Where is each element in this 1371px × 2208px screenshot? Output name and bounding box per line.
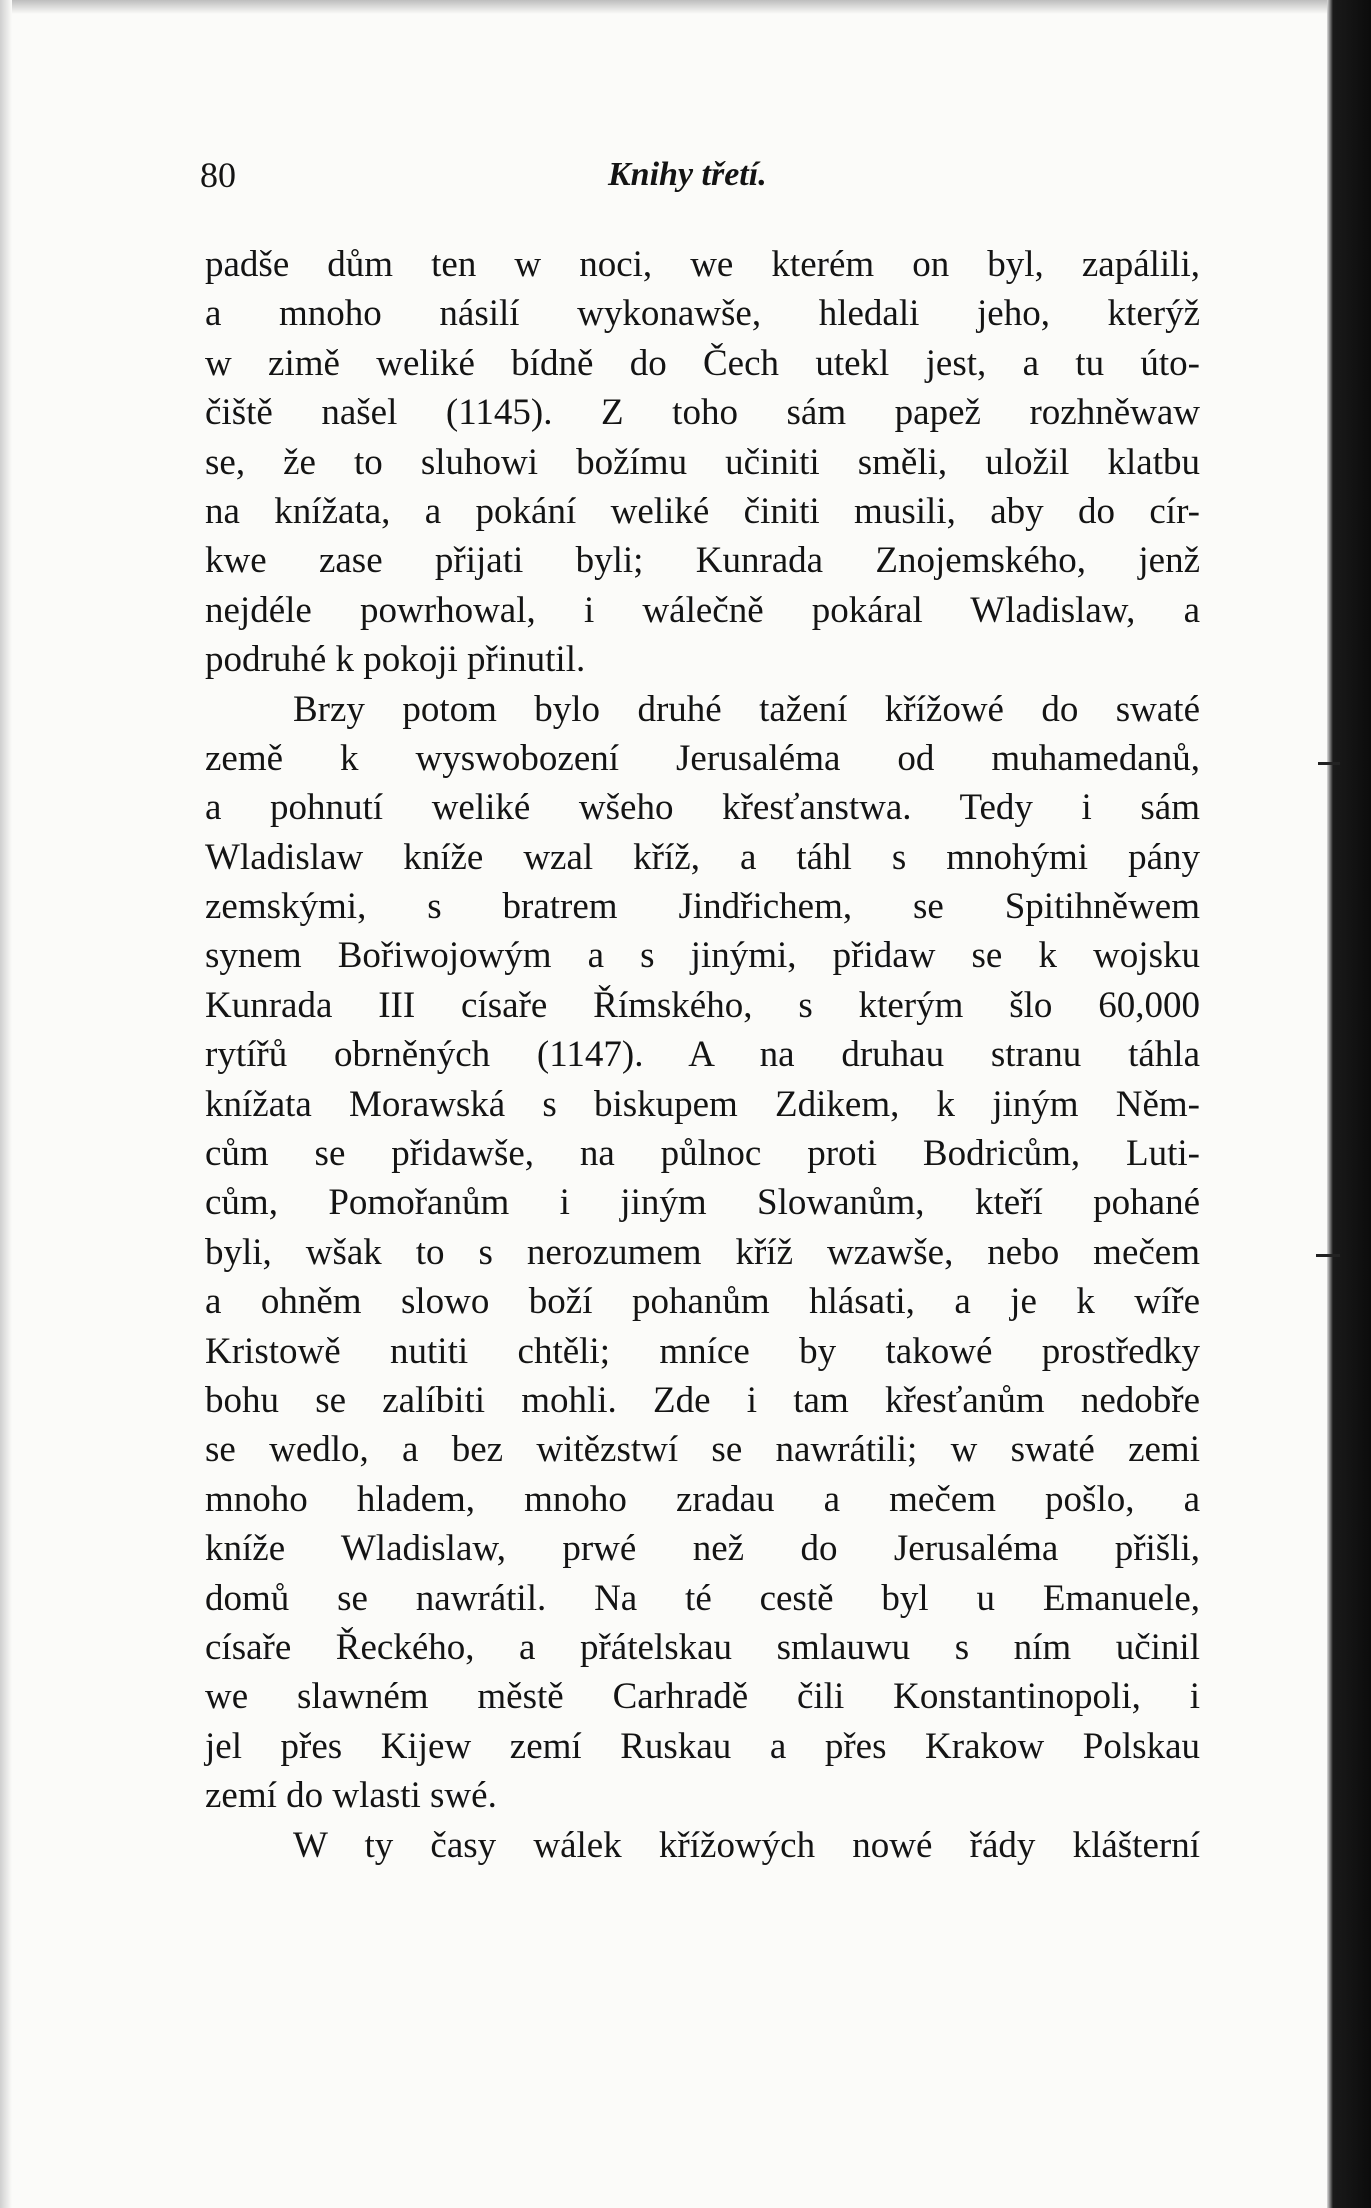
text-line: rytířů obrněných (1147). A na druhau stranu táhla — [205, 1034, 1200, 1076]
text-line: císaře Řeckého, a přátelskau smlauwu s ním učinil — [205, 1626, 1200, 1668]
text-line: cům se přidawše, na půlnoc proti Bodricům, Luti- — [205, 1133, 1200, 1175]
text-line: se, že to sluhowi božímu učiniti směli, uložil klatbu — [205, 441, 1200, 483]
running-title: Knihy třetí. — [608, 156, 767, 193]
text-line: na knížata, a pokání weliké činiti musili, aby do cír- — [205, 490, 1200, 532]
scan-edge-left — [0, 0, 12, 2208]
running-head — [200, 150, 1200, 200]
text-line: Wladislaw kníže wzal kříž, a táhl s mnohými pány — [205, 836, 1200, 878]
text-line: W ty časy wálek křížowých nowé řády klášterní — [293, 1824, 1200, 1866]
text-line: cům, Pomořanům i jiným Slowanům, kteří pohané — [205, 1182, 1200, 1224]
text-line: zemí do wlasti swé. — [205, 1775, 497, 1817]
text-line: jel přes Kijew zemí Ruskau a přes Krakow Polskau — [205, 1725, 1200, 1767]
text-line: čiště našel (1145). Z toho sám papež rozhněwaw — [205, 392, 1200, 434]
text-line: podruhé k pokoji přinutil. — [205, 639, 586, 681]
text-line: země k wyswobození Jerusaléma od muhamedanů, — [205, 737, 1200, 779]
text-line: Kunrada III císaře Římského, s kterým šlo 60,000 — [205, 984, 1200, 1026]
scan-mark — [1316, 1254, 1340, 1257]
text-line: synem Bořiwojowým a s jinými, přidaw se k wojsku — [205, 935, 1200, 977]
text-line: bohu se zalíbiti mohli. Zde i tam křesťanům nedobře — [205, 1379, 1200, 1421]
text-line: kníže Wladislaw, prwé než do Jerusaléma přišli, — [205, 1528, 1200, 1570]
text-line: we slawném městě Carhradě čili Konstantinopoli, i — [205, 1676, 1200, 1718]
scan-mark — [1318, 762, 1340, 765]
text-line: byli, wšak to s nerozumem kříž wzawše, nebo mečem — [205, 1231, 1200, 1273]
text-line: domů se nawrátil. Na té cestě byl u Emanuele, — [205, 1577, 1200, 1619]
text-line: nejdéle powrhowal, i wálečně pokáral Wladislaw, a — [205, 589, 1200, 631]
text-line: zemskými, s bratrem Jindřichem, se Spitihněwem — [205, 886, 1200, 928]
body-text — [205, 240, 1200, 1870]
text-line: Kristowě nutiti chtěli; mníce by takowé prostředky — [205, 1330, 1200, 1372]
page-number: 80 — [200, 155, 236, 195]
text-line: Brzy potom bylo druhé tažení křížowé do swaté — [293, 688, 1200, 730]
text-line: w zimě weliké bídně do Čech utekl jest, a tu úto- — [205, 342, 1200, 384]
scan-edge-top — [0, 0, 1371, 14]
scan-edge-right — [1327, 0, 1371, 2208]
text-line: a ohněm slowo boží pohanům hlásati, a je k wíře — [205, 1281, 1200, 1323]
text-line: se wedlo, a bez witězstwí se nawrátili; w swaté zemi — [205, 1429, 1200, 1471]
text-line: a pohnutí weliké wšeho křesťanstwa. Tedy i sám — [205, 787, 1200, 829]
text-line: knížata Morawská s biskupem Zdikem, k jiným Něm- — [205, 1083, 1200, 1125]
text-line: a mnoho násilí wykonawše, hledali jeho, kterýž — [205, 293, 1200, 335]
text-line: kwe zase přijati byli; Kunrada Znojemského, jenž — [205, 540, 1200, 582]
text-line: mnoho hladem, mnoho zradau a mečem pošlo, a — [205, 1478, 1200, 1520]
text-line: padše dům ten w noci, we kterém on byl, zapálili, — [205, 244, 1200, 285]
